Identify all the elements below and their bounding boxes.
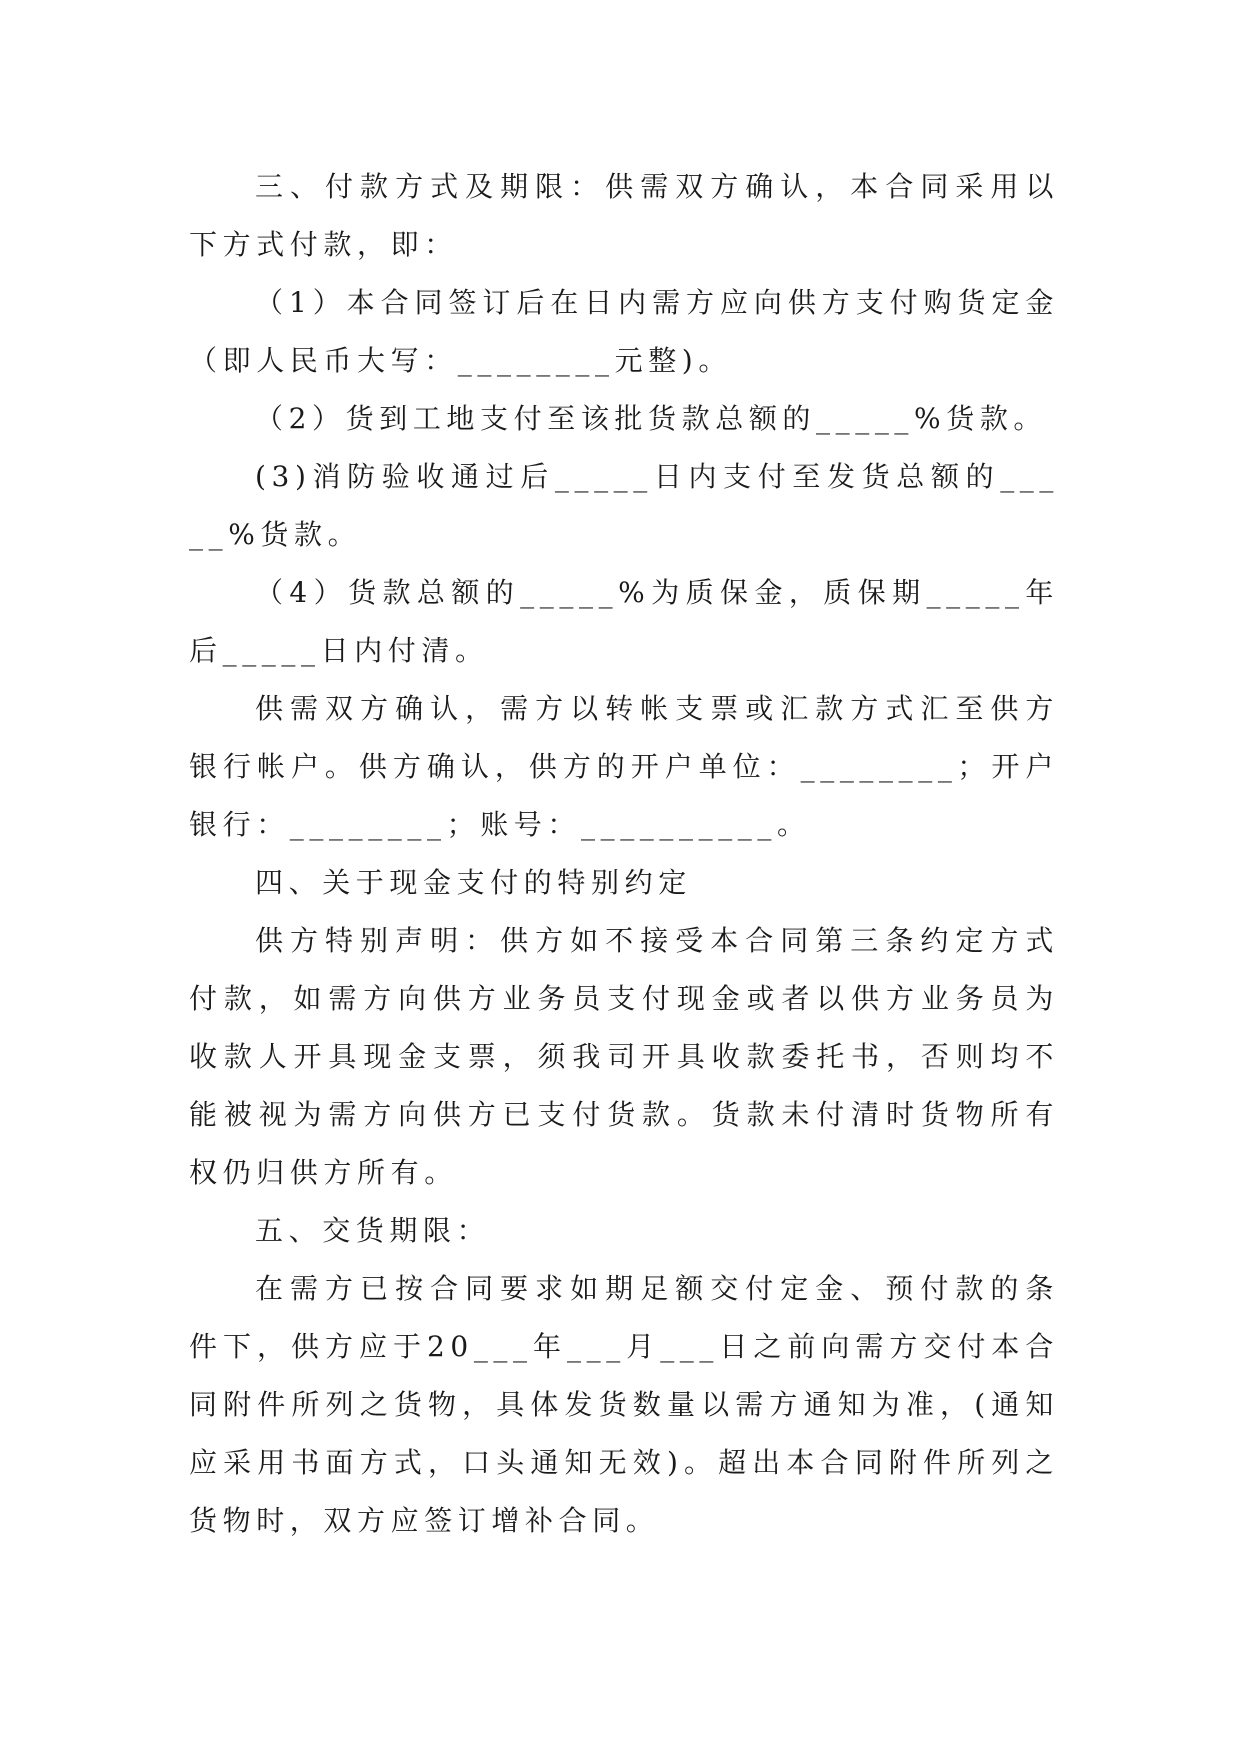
payment-clause-4: （4）货款总额的_____%为质保金，质保期_____年后_____日内付清。 [189, 576, 1059, 667]
bank-account-paragraph: 供需双方确认，需方以转帐支票或汇款方式汇至供方银行帐户。供方确认，供方的开户单位：________；开户银行：________；账号：__________。 [189, 692, 1059, 841]
section-3-heading: 三、付款方式及期限：供需双方确认，本合同采用以下方式付款，即： [189, 170, 1059, 261]
section-4-heading: 四、关于现金支付的特别约定 [255, 866, 692, 899]
document-body [189, 158, 1059, 1550]
delivery-terms-paragraph: 在需方已按合同要求如期足额交付定金、预付款的条件下，供方应于20___年___月___日之前向需方交付本合同附件所列之货物，具体发货数量以需方通知为准，(通知应采用书面方式，口头通知无效)。超出本合同附件所列之货物时，双方应签订增补合同。 [189, 1272, 1059, 1537]
cash-payment-statement: 供方特别声明：供方如不接受本合同第三条约定方式付款，如需方向供方业务员支付现金或者以供方业务员为收款人开具现金支票，须我司开具收款委托书，否则均不能被视为需方向供方已支付货款。货款未付清时货物所有权仍归供方所有。 [189, 924, 1059, 1189]
payment-clause-2: （2）货到工地支付至该批货款总额的_____%货款。 [255, 402, 1048, 435]
section-5-heading: 五、交货期限： [255, 1214, 491, 1247]
payment-clause-3: (3)消防验收通过后_____日内支付至发货总额的_____%货款。 [189, 460, 1059, 551]
payment-clause-1: （1）本合同签订后在日内需方应向供方支付购货定金（即人民币大写：________元整)。 [189, 286, 1059, 377]
